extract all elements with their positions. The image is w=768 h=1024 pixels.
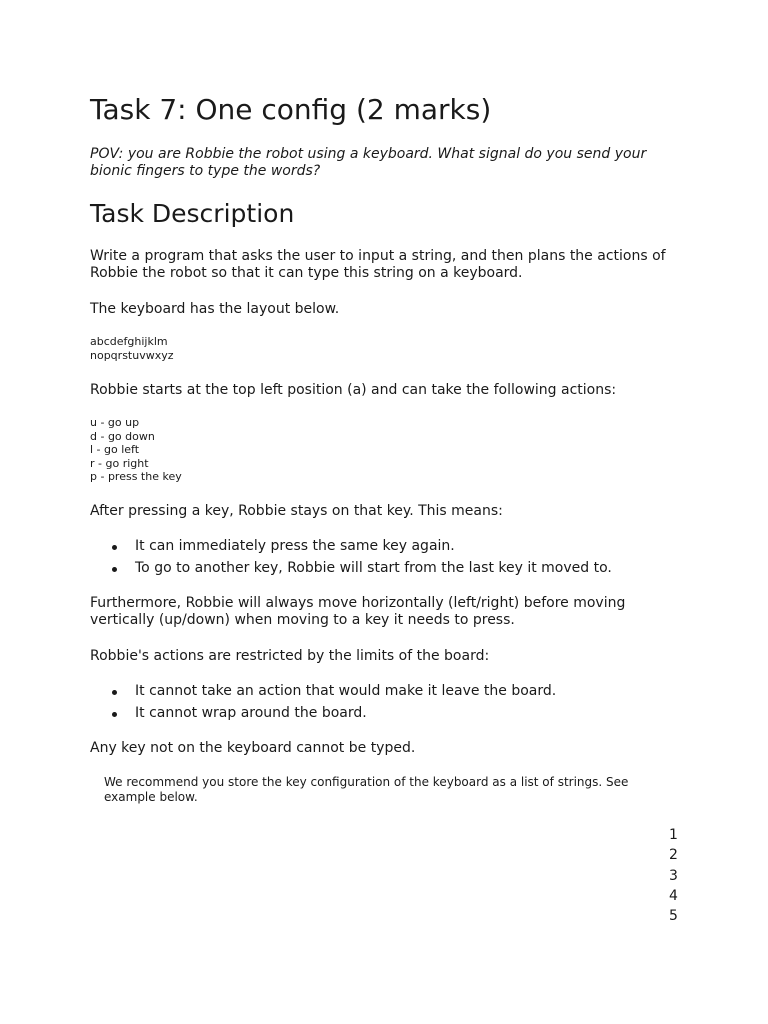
task-title: Task 7: One config (2 marks) <box>90 93 492 126</box>
keyboard-layout-block <box>90 335 174 362</box>
action-item: l - go left <box>90 443 140 457</box>
line-number: 3 <box>669 867 678 884</box>
bullet-icon <box>112 690 117 695</box>
bullet-text: It can immediately press the same key again. <box>135 538 455 554</box>
restrictions-paragraph: Robbie's actions are restricted by the limits of the board: <box>90 648 490 664</box>
section-heading: Task Description <box>90 199 295 228</box>
action-item: d - go down <box>90 429 155 443</box>
untypable-key-paragraph: Any key not on the keyboard cannot be typed. <box>90 740 416 756</box>
intro-text: POV: you are Robbie the robot using a keyboard. What signal do you send your bionic fingers to type the words? <box>90 146 647 179</box>
line-number: 5 <box>669 908 678 925</box>
bullet-icon <box>112 545 117 550</box>
bullet-item <box>90 705 556 727</box>
action-item: u - go up <box>90 416 140 429</box>
keyboard-row: nopqrstuvwxyz <box>90 348 174 362</box>
action-item: r - go right <box>90 456 149 470</box>
keyboard-layout-intro: The keyboard has the layout below. <box>90 301 340 317</box>
line-number: 4 <box>669 887 678 904</box>
restrictions-bullets <box>90 683 556 727</box>
line-number: 1 <box>669 827 678 843</box>
action-item: p - press the key <box>90 470 182 484</box>
description-paragraph: Write a program that asks the user to input a string, and then plans the actions of Robbie the robot so that it can type this string on a keyboard. <box>90 248 666 281</box>
bullet-icon <box>112 567 117 572</box>
keyboard-row: abcdefghijklm <box>90 335 168 348</box>
bullet-text: It cannot wrap around the board. <box>135 705 367 721</box>
bullet-text: To go to another key, Robbie will start from the last key it moved to. <box>135 560 612 576</box>
bullet-item <box>90 538 612 560</box>
actions-list <box>90 416 182 484</box>
after-press-paragraph: After pressing a key, Robbie stays on that key. This means: <box>90 503 503 519</box>
after-press-bullets <box>90 538 612 582</box>
bullet-item <box>90 683 556 705</box>
bullet-text: It cannot take an action that would make it leave the board. <box>135 683 557 699</box>
bullet-item <box>90 560 612 582</box>
code-line-numbers <box>669 825 678 926</box>
movement-order-paragraph: Furthermore, Robbie will always move horizontally (left/right) before moving vertically (up/down) when moving to a key it needs to press. <box>90 595 626 628</box>
line-number: 2 <box>669 847 678 864</box>
bullet-icon <box>112 712 117 717</box>
start-position-paragraph: Robbie starts at the top left position (a) and can take the following actions: <box>90 382 617 398</box>
recommendation-note: We recommend you store the key configuration of the keyboard as a list of strings. See example below. <box>104 775 629 804</box>
